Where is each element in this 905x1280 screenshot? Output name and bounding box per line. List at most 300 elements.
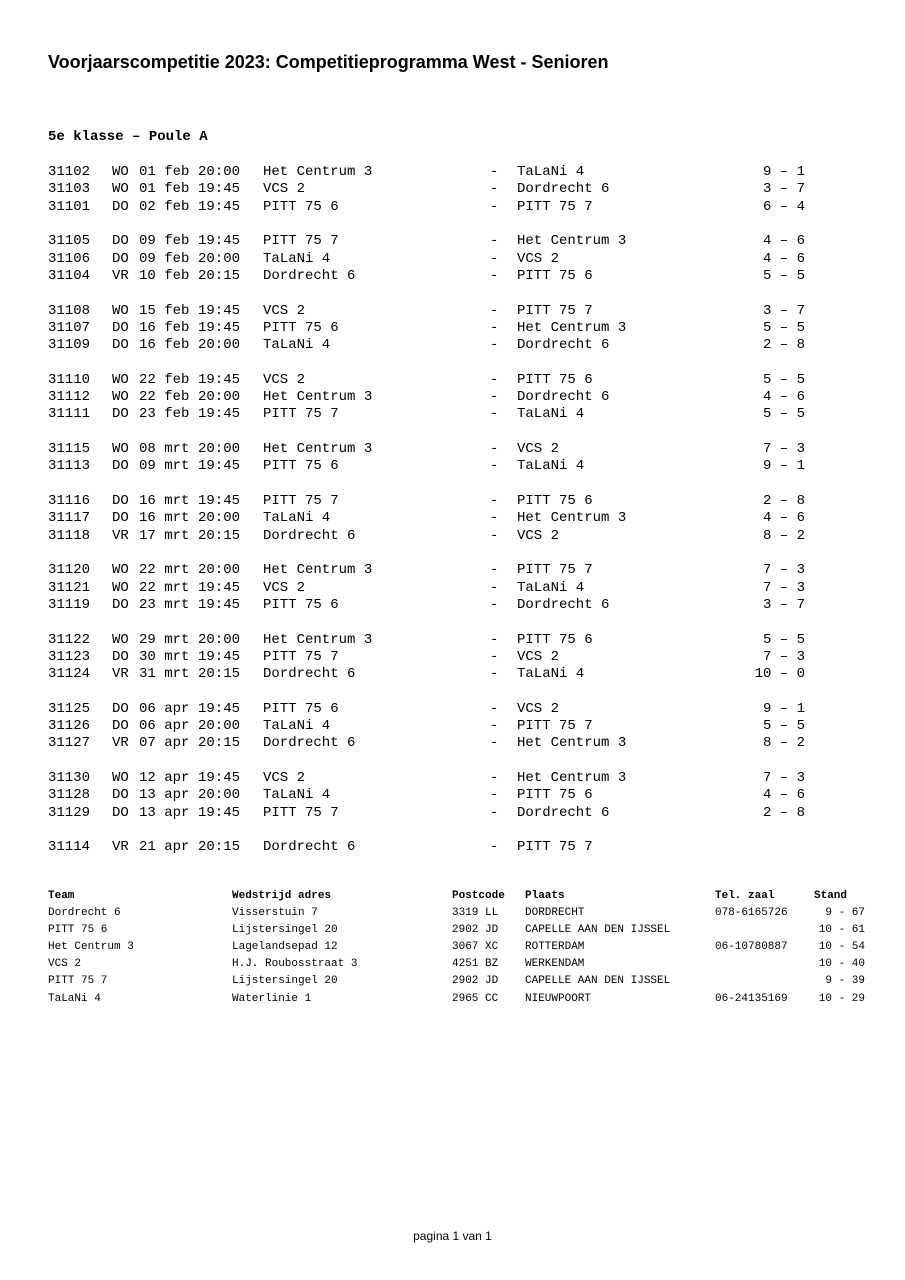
match-number: 31105 bbox=[48, 233, 91, 250]
match-day: DO bbox=[112, 804, 129, 821]
versus-dash: - bbox=[490, 441, 499, 457]
match-date: 21 apr bbox=[139, 839, 190, 856]
match-number: 31113 bbox=[48, 458, 91, 475]
away-team: Het Centrum 3 bbox=[517, 319, 627, 336]
match-row bbox=[0, 786, 905, 803]
home-team: Dordrecht 6 bbox=[263, 735, 356, 752]
match-row bbox=[0, 804, 905, 821]
away-team: PITT 75 7 bbox=[517, 718, 593, 734]
versus-dash: - bbox=[490, 493, 499, 509]
versus-dash: - bbox=[490, 389, 499, 405]
home-team: PITT 75 7 bbox=[263, 406, 339, 423]
versus-dash: - bbox=[490, 319, 499, 336]
team-stand: 10 - 61 bbox=[818, 924, 865, 937]
match-time: 20:00 bbox=[198, 164, 241, 180]
match-score: 8 – 2 bbox=[762, 527, 805, 544]
match-day: WO bbox=[112, 631, 129, 648]
match-time: 20:00 bbox=[198, 562, 241, 579]
match-date: 02 feb bbox=[139, 198, 190, 215]
match-row bbox=[0, 267, 905, 284]
team-postcode: 3319 LL bbox=[452, 907, 499, 920]
away-team: Dordrecht 6 bbox=[517, 337, 610, 353]
match-schedule bbox=[0, 163, 905, 873]
versus-dash: - bbox=[490, 787, 499, 804]
match-time: 19:45 bbox=[198, 458, 241, 475]
match-day: DO bbox=[112, 787, 129, 804]
home-team: TaLaNi 4 bbox=[263, 250, 331, 267]
match-number: 31130 bbox=[48, 770, 91, 786]
round-block bbox=[0, 769, 905, 821]
home-team: PITT 75 7 bbox=[263, 648, 339, 665]
match-row bbox=[0, 180, 905, 197]
team-address: H.J. Roubosstraat 3 bbox=[232, 958, 358, 971]
header-postcode: Postcode bbox=[452, 890, 505, 902]
match-date: 06 apr bbox=[139, 700, 190, 717]
match-day: DO bbox=[112, 198, 129, 215]
match-time: 20:15 bbox=[198, 267, 241, 284]
team-stand: 9 - 67 bbox=[825, 907, 865, 920]
round-block bbox=[0, 492, 905, 544]
match-time: 19:45 bbox=[198, 198, 241, 215]
away-team: VCS 2 bbox=[517, 648, 560, 665]
match-score: 7 – 3 bbox=[762, 441, 805, 457]
match-date: 22 mrt bbox=[139, 579, 190, 596]
home-team: VCS 2 bbox=[263, 770, 306, 786]
match-day: DO bbox=[112, 337, 129, 353]
home-team: Dordrecht 6 bbox=[263, 527, 356, 544]
match-time: 19:45 bbox=[198, 804, 241, 821]
away-team: VCS 2 bbox=[517, 250, 560, 267]
match-day: WO bbox=[112, 579, 129, 596]
team-plaats: ROTTERDAM bbox=[525, 941, 585, 954]
match-number: 31117 bbox=[48, 510, 91, 527]
match-score: 4 – 6 bbox=[762, 510, 805, 527]
match-score: 6 – 4 bbox=[762, 198, 805, 215]
match-time: 19:45 bbox=[198, 371, 241, 388]
versus-dash: - bbox=[490, 267, 499, 284]
away-team: PITT 75 6 bbox=[517, 371, 593, 388]
team-plaats: WERKENDAM bbox=[525, 958, 585, 971]
away-team: TaLaNi 4 bbox=[517, 164, 585, 180]
match-number: 31106 bbox=[48, 250, 91, 267]
home-team: Het Centrum 3 bbox=[263, 562, 373, 579]
match-day: VR bbox=[112, 267, 129, 284]
match-score: 7 – 3 bbox=[762, 579, 805, 596]
match-number: 31110 bbox=[48, 371, 91, 388]
match-score: 10 – 0 bbox=[754, 666, 805, 682]
match-date: 23 mrt bbox=[139, 596, 190, 613]
home-team: TaLaNi 4 bbox=[263, 510, 331, 527]
match-time: 19:45 bbox=[198, 302, 241, 319]
match-time: 19:45 bbox=[198, 493, 241, 509]
match-number: 31119 bbox=[48, 596, 91, 613]
match-date: 09 feb bbox=[139, 233, 190, 250]
team-stand: 9 - 39 bbox=[825, 975, 865, 988]
match-score: 5 – 5 bbox=[762, 406, 805, 423]
round-block bbox=[0, 631, 905, 683]
team-address: Lijstersingel 20 bbox=[232, 924, 338, 937]
match-score: 9 – 1 bbox=[762, 700, 805, 717]
match-score: 4 – 6 bbox=[762, 389, 805, 405]
match-row bbox=[0, 319, 905, 336]
match-day: DO bbox=[112, 250, 129, 267]
away-team: Dordrecht 6 bbox=[517, 181, 610, 198]
match-score: 3 – 7 bbox=[762, 302, 805, 319]
home-team: VCS 2 bbox=[263, 302, 306, 319]
match-score: 4 – 6 bbox=[762, 250, 805, 267]
team-name: VCS 2 bbox=[48, 958, 82, 971]
table-row bbox=[0, 906, 905, 923]
team-postcode: 2902 JD bbox=[452, 924, 499, 937]
match-time: 19:45 bbox=[198, 770, 241, 786]
home-team: PITT 75 7 bbox=[263, 493, 339, 509]
versus-dash: - bbox=[490, 804, 499, 821]
match-date: 29 mrt bbox=[139, 631, 190, 648]
home-team: TaLaNi 4 bbox=[263, 787, 331, 804]
match-time: 19:45 bbox=[198, 648, 241, 665]
header-tel: Tel. zaal bbox=[715, 890, 775, 902]
match-row bbox=[0, 579, 905, 596]
match-day: WO bbox=[112, 371, 129, 388]
home-team: VCS 2 bbox=[263, 579, 306, 596]
versus-dash: - bbox=[490, 527, 499, 544]
home-team: PITT 75 6 bbox=[263, 458, 339, 475]
match-row bbox=[0, 388, 905, 405]
team-address: Waterlinie 1 bbox=[232, 992, 312, 1005]
team-address: Lijstersingel 20 bbox=[232, 975, 338, 988]
round-block bbox=[0, 163, 905, 215]
match-time: 19:45 bbox=[198, 319, 241, 336]
match-row bbox=[0, 163, 905, 180]
match-row bbox=[0, 700, 905, 717]
away-team: TaLaNi 4 bbox=[517, 666, 585, 682]
away-team: PITT 75 6 bbox=[517, 493, 593, 509]
match-date: 12 apr bbox=[139, 770, 190, 786]
round-block bbox=[0, 838, 905, 855]
match-row bbox=[0, 527, 905, 544]
match-time: 19:45 bbox=[198, 596, 241, 613]
home-team: PITT 75 6 bbox=[263, 700, 339, 717]
home-team: PITT 75 6 bbox=[263, 319, 339, 336]
page-footer: pagina 1 van 1 bbox=[413, 1229, 492, 1243]
match-time: 20:00 bbox=[198, 718, 241, 734]
match-row bbox=[0, 250, 905, 267]
match-date: 17 mrt bbox=[139, 527, 190, 544]
match-day: VR bbox=[112, 735, 129, 752]
home-team: PITT 75 6 bbox=[263, 198, 339, 215]
versus-dash: - bbox=[490, 718, 499, 734]
match-date: 07 apr bbox=[139, 735, 190, 752]
match-date: 16 feb bbox=[139, 337, 190, 353]
match-day: WO bbox=[112, 389, 129, 405]
team-name: PITT 75 6 bbox=[48, 924, 108, 937]
match-row bbox=[0, 336, 905, 353]
versus-dash: - bbox=[490, 735, 499, 752]
team-stand: 10 - 54 bbox=[818, 941, 865, 954]
away-team: TaLaNi 4 bbox=[517, 579, 585, 596]
versus-dash: - bbox=[490, 406, 499, 423]
match-score: 3 – 7 bbox=[762, 181, 805, 198]
team-postcode: 2902 JD bbox=[452, 975, 499, 988]
match-score: 5 – 5 bbox=[762, 718, 805, 734]
match-day: VR bbox=[112, 527, 129, 544]
home-team: TaLaNi 4 bbox=[263, 337, 331, 353]
away-team: PITT 75 6 bbox=[517, 631, 593, 648]
match-day: DO bbox=[112, 493, 129, 509]
match-day: WO bbox=[112, 181, 129, 198]
match-day: DO bbox=[112, 510, 129, 527]
away-team: Dordrecht 6 bbox=[517, 389, 610, 405]
team-name: Het Centrum 3 bbox=[48, 941, 134, 954]
match-row bbox=[0, 561, 905, 578]
match-score: 2 – 8 bbox=[762, 493, 805, 509]
team-address: Lagelandsepad 12 bbox=[232, 941, 338, 954]
match-date: 16 mrt bbox=[139, 493, 190, 509]
table-row bbox=[0, 974, 905, 991]
match-score: 5 – 5 bbox=[762, 631, 805, 648]
match-score: 9 – 1 bbox=[762, 458, 805, 475]
match-day: DO bbox=[112, 458, 129, 475]
match-time: 20:15 bbox=[198, 839, 241, 856]
match-number: 31111 bbox=[48, 406, 91, 423]
team-postcode: 3067 XC bbox=[452, 941, 499, 954]
team-stand: 10 - 29 bbox=[818, 992, 865, 1005]
team-table bbox=[0, 889, 905, 1009]
versus-dash: - bbox=[490, 181, 499, 198]
match-date: 10 feb bbox=[139, 267, 190, 284]
versus-dash: - bbox=[490, 250, 499, 267]
versus-dash: - bbox=[490, 579, 499, 596]
versus-dash: - bbox=[490, 510, 499, 527]
match-time: 20:00 bbox=[198, 337, 241, 353]
match-score: 4 – 6 bbox=[762, 787, 805, 804]
home-team: PITT 75 7 bbox=[263, 804, 339, 821]
round-block bbox=[0, 302, 905, 354]
match-date: 01 feb bbox=[139, 164, 190, 180]
versus-dash: - bbox=[490, 666, 499, 682]
away-team: PITT 75 7 bbox=[517, 302, 593, 319]
match-score: 9 – 1 bbox=[762, 164, 805, 180]
match-date: 08 mrt bbox=[139, 441, 190, 457]
match-date: 13 apr bbox=[139, 787, 190, 804]
match-day: WO bbox=[112, 562, 129, 579]
home-team: VCS 2 bbox=[263, 181, 306, 198]
match-day: WO bbox=[112, 302, 129, 319]
match-number: 31128 bbox=[48, 787, 91, 804]
table-row bbox=[0, 957, 905, 974]
match-time: 19:45 bbox=[198, 579, 241, 596]
header-address: Wedstrijd adres bbox=[232, 890, 332, 902]
match-row bbox=[0, 769, 905, 786]
versus-dash: - bbox=[490, 302, 499, 319]
round-block bbox=[0, 561, 905, 613]
match-row bbox=[0, 232, 905, 249]
team-name: TaLaNi 4 bbox=[48, 992, 101, 1005]
match-day: DO bbox=[112, 718, 129, 734]
team-postcode: 2965 CC bbox=[452, 992, 499, 1005]
home-team: PITT 75 6 bbox=[263, 596, 339, 613]
header-stand: Stand bbox=[814, 890, 848, 902]
away-team: VCS 2 bbox=[517, 527, 560, 544]
match-score: 7 – 3 bbox=[762, 648, 805, 665]
match-number: 31122 bbox=[48, 631, 91, 648]
team-stand: 10 - 40 bbox=[818, 958, 865, 971]
team-address: Visserstuin 7 bbox=[232, 907, 318, 920]
match-number: 31107 bbox=[48, 319, 91, 336]
match-number: 31120 bbox=[48, 562, 91, 579]
match-score: 4 – 6 bbox=[762, 233, 805, 250]
table-row bbox=[0, 923, 905, 940]
away-team: VCS 2 bbox=[517, 700, 560, 717]
versus-dash: - bbox=[490, 337, 499, 353]
table-row bbox=[0, 992, 905, 1009]
home-team: Het Centrum 3 bbox=[263, 164, 373, 180]
team-table-body bbox=[0, 906, 905, 1009]
match-row bbox=[0, 405, 905, 422]
away-team: TaLaNi 4 bbox=[517, 458, 585, 475]
match-row bbox=[0, 198, 905, 215]
match-time: 20:15 bbox=[198, 666, 241, 682]
round-block bbox=[0, 440, 905, 475]
match-score: 5 – 5 bbox=[762, 371, 805, 388]
match-number: 31123 bbox=[48, 648, 91, 665]
team-plaats: CAPELLE AAN DEN IJSSEL bbox=[525, 924, 671, 937]
match-number: 31127 bbox=[48, 735, 91, 752]
away-team: Dordrecht 6 bbox=[517, 596, 610, 613]
round-block bbox=[0, 371, 905, 423]
home-team: PITT 75 7 bbox=[263, 233, 339, 250]
match-day: VR bbox=[112, 666, 129, 682]
match-row bbox=[0, 492, 905, 509]
match-time: 20:00 bbox=[198, 441, 241, 457]
versus-dash: - bbox=[490, 371, 499, 388]
match-time: 20:15 bbox=[198, 527, 241, 544]
match-number: 31104 bbox=[48, 267, 91, 284]
match-number: 31108 bbox=[48, 302, 91, 319]
away-team: PITT 75 7 bbox=[517, 562, 593, 579]
team-postcode: 4251 BZ bbox=[452, 958, 499, 971]
match-date: 01 feb bbox=[139, 181, 190, 198]
away-team: PITT 75 6 bbox=[517, 787, 593, 804]
match-score: 3 – 7 bbox=[762, 596, 805, 613]
match-day: WO bbox=[112, 770, 129, 786]
team-name: Dordrecht 6 bbox=[48, 907, 121, 920]
home-team: TaLaNi 4 bbox=[263, 718, 331, 734]
match-row bbox=[0, 596, 905, 613]
match-time: 20:15 bbox=[198, 735, 241, 752]
away-team: VCS 2 bbox=[517, 441, 560, 457]
versus-dash: - bbox=[490, 770, 499, 786]
match-time: 19:45 bbox=[198, 181, 241, 198]
page-title: Voorjaarscompetitie 2023: Competitieprogramma West - Senioren bbox=[48, 52, 609, 72]
match-number: 31118 bbox=[48, 527, 91, 544]
match-time: 20:00 bbox=[198, 631, 241, 648]
match-score: 2 – 8 bbox=[762, 804, 805, 821]
versus-dash: - bbox=[490, 596, 499, 613]
home-team: Dordrecht 6 bbox=[263, 666, 356, 682]
versus-dash: - bbox=[490, 631, 499, 648]
match-day: DO bbox=[112, 596, 129, 613]
match-day: DO bbox=[112, 233, 129, 250]
match-row bbox=[0, 509, 905, 526]
match-row bbox=[0, 734, 905, 751]
match-row bbox=[0, 440, 905, 457]
home-team: Het Centrum 3 bbox=[263, 389, 373, 405]
match-number: 31129 bbox=[48, 804, 91, 821]
match-number: 31116 bbox=[48, 493, 91, 509]
match-number: 31115 bbox=[48, 441, 91, 457]
home-team: Het Centrum 3 bbox=[263, 631, 373, 648]
match-number: 31102 bbox=[48, 164, 91, 180]
home-team: Het Centrum 3 bbox=[263, 441, 373, 457]
away-team: Het Centrum 3 bbox=[517, 735, 627, 752]
team-plaats: DORDRECHT bbox=[525, 907, 585, 920]
team-tel: 06-24135169 bbox=[715, 992, 788, 1005]
match-row bbox=[0, 371, 905, 388]
home-team: Dordrecht 6 bbox=[263, 267, 356, 284]
match-number: 31109 bbox=[48, 337, 91, 353]
match-time: 19:45 bbox=[198, 406, 241, 423]
team-plaats: NIEUWPOORT bbox=[525, 992, 592, 1005]
match-day: WO bbox=[112, 441, 129, 457]
home-team: Dordrecht 6 bbox=[263, 839, 356, 856]
match-number: 31126 bbox=[48, 718, 91, 734]
match-row bbox=[0, 457, 905, 474]
match-date: 23 feb bbox=[139, 406, 190, 423]
match-date: 22 mrt bbox=[139, 562, 190, 579]
match-score: 8 – 2 bbox=[762, 735, 805, 752]
table-row bbox=[0, 940, 905, 957]
match-time: 20:00 bbox=[198, 389, 241, 405]
away-team: Het Centrum 3 bbox=[517, 233, 627, 250]
match-number: 31121 bbox=[48, 579, 91, 596]
versus-dash: - bbox=[490, 458, 499, 475]
match-day: DO bbox=[112, 700, 129, 717]
match-date: 15 feb bbox=[139, 302, 190, 319]
versus-dash: - bbox=[490, 164, 499, 180]
match-time: 19:45 bbox=[198, 233, 241, 250]
match-score: 7 – 3 bbox=[762, 562, 805, 579]
team-plaats: CAPELLE AAN DEN IJSSEL bbox=[525, 975, 671, 988]
match-time: 20:00 bbox=[198, 250, 241, 267]
away-team: TaLaNi 4 bbox=[517, 406, 585, 423]
round-block bbox=[0, 700, 905, 752]
match-time: 20:00 bbox=[198, 787, 241, 804]
match-day: VR bbox=[112, 839, 129, 856]
versus-dash: - bbox=[490, 700, 499, 717]
away-team: Dordrecht 6 bbox=[517, 804, 610, 821]
team-tel: 078-6165726 bbox=[715, 907, 788, 920]
match-score: 5 – 5 bbox=[762, 319, 805, 336]
versus-dash: - bbox=[490, 648, 499, 665]
header-plaats: Plaats bbox=[525, 890, 565, 902]
match-row bbox=[0, 717, 905, 734]
match-score: 7 – 3 bbox=[762, 770, 805, 786]
away-team: PITT 75 7 bbox=[517, 839, 593, 856]
match-score: 2 – 8 bbox=[762, 337, 805, 353]
away-team: PITT 75 7 bbox=[517, 198, 593, 215]
match-number: 31101 bbox=[48, 198, 91, 215]
match-date: 16 mrt bbox=[139, 510, 190, 527]
away-team: Het Centrum 3 bbox=[517, 770, 627, 786]
section-title: 5e klasse – Poule A bbox=[48, 129, 208, 145]
home-team: VCS 2 bbox=[263, 371, 306, 388]
match-date: 30 mrt bbox=[139, 648, 190, 665]
match-day: DO bbox=[112, 648, 129, 665]
header-team: Team bbox=[48, 890, 75, 902]
match-score: 5 – 5 bbox=[762, 267, 805, 284]
team-table-header bbox=[0, 889, 905, 906]
